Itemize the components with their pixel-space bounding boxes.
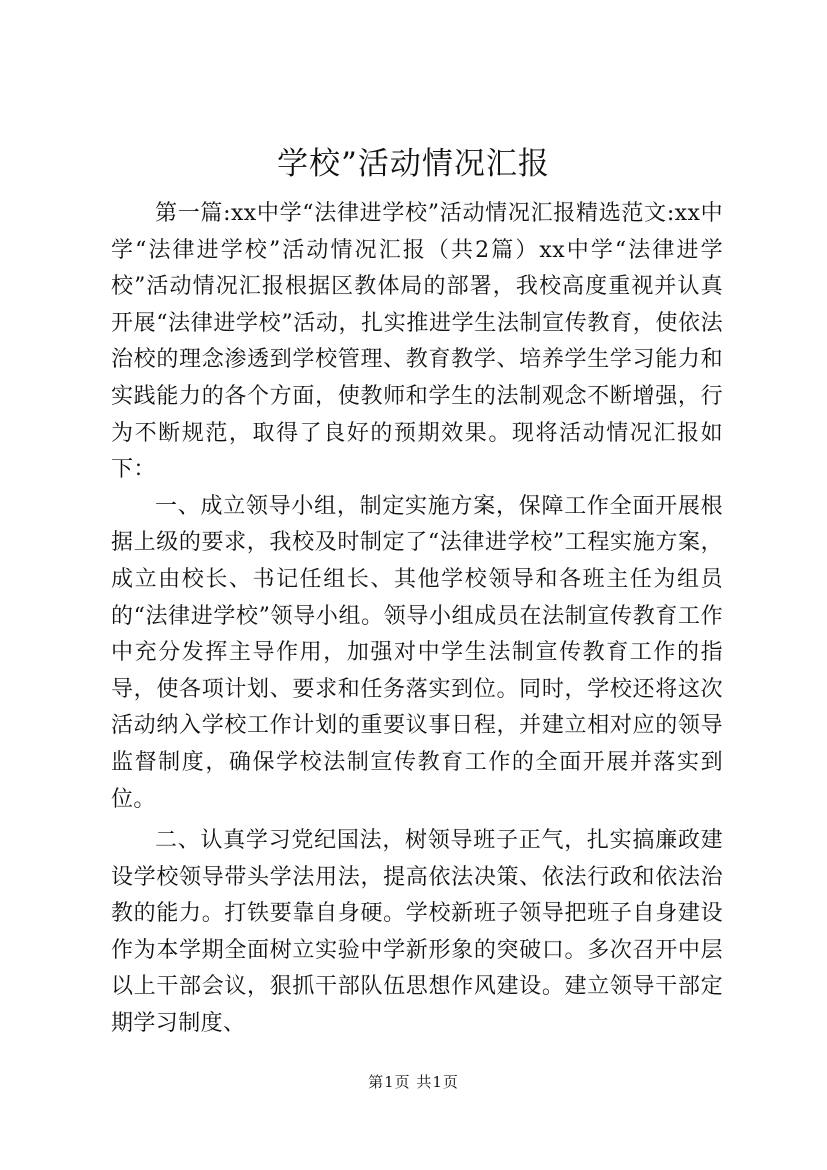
page-footer: 第1页 共1页 (368, 1073, 459, 1091)
document-title: 学校”活动情况汇报 (277, 146, 550, 182)
paragraph-section-one: 一、成立领导小组，制定实施方案，保障工作全面开展根据上级的要求，我校及时制定了“法律进学校”工程实施方案，成立由校长、书记任组长、其他学校领导和各班主任为组员的“法律进学校”领导小组。领导小组成员在法制宣传教育工作中充分发挥主导作用，加强对中学生法制宣传教育工作的指导，使各项计划、要求和任务落实到位。同时，学校还将这次活动纳入学校工作计划的重要议事日程，并建立相对应的领导监督制度，确保学校法制宣传教育工作的全面开展并落实到位。 (111, 493, 723, 812)
document-body (111, 196, 723, 1043)
paragraph-intro: 第一篇:xx中学“法律进学校”活动情况汇报精选范文:xx中学“法律进学校”活动情况汇报（共2篇）xx中学“法律进学校”活动情况汇报根据区教体局的部署，我校高度重视并认真开展“法律进学校”活动，扎实推进学生法制宣传教育，使依法治校的理念渗透到学校管理、教育教学、培养学生学习能力和实践能力的各个方面，使教师和学生的法制观念不断增强，行为不断规范，取得了良好的预期效果。现将活动情况汇报如下： (111, 201, 723, 483)
paragraph-section-two: 二、认真学习党纪国法，树领导班子正气，扎实搞廉政建设学校领导带头学法用法，提高依法决策、依法行政和依法治教的能力。打铁要靠自身硬。学校新班子领导把班子自身建设作为本学期全面树立实验中学新形象的突破口。多次召开中层以上干部会议，狠抓干部队伍思想作风建设。建立领导干部定期学习制度、 (111, 828, 723, 1037)
